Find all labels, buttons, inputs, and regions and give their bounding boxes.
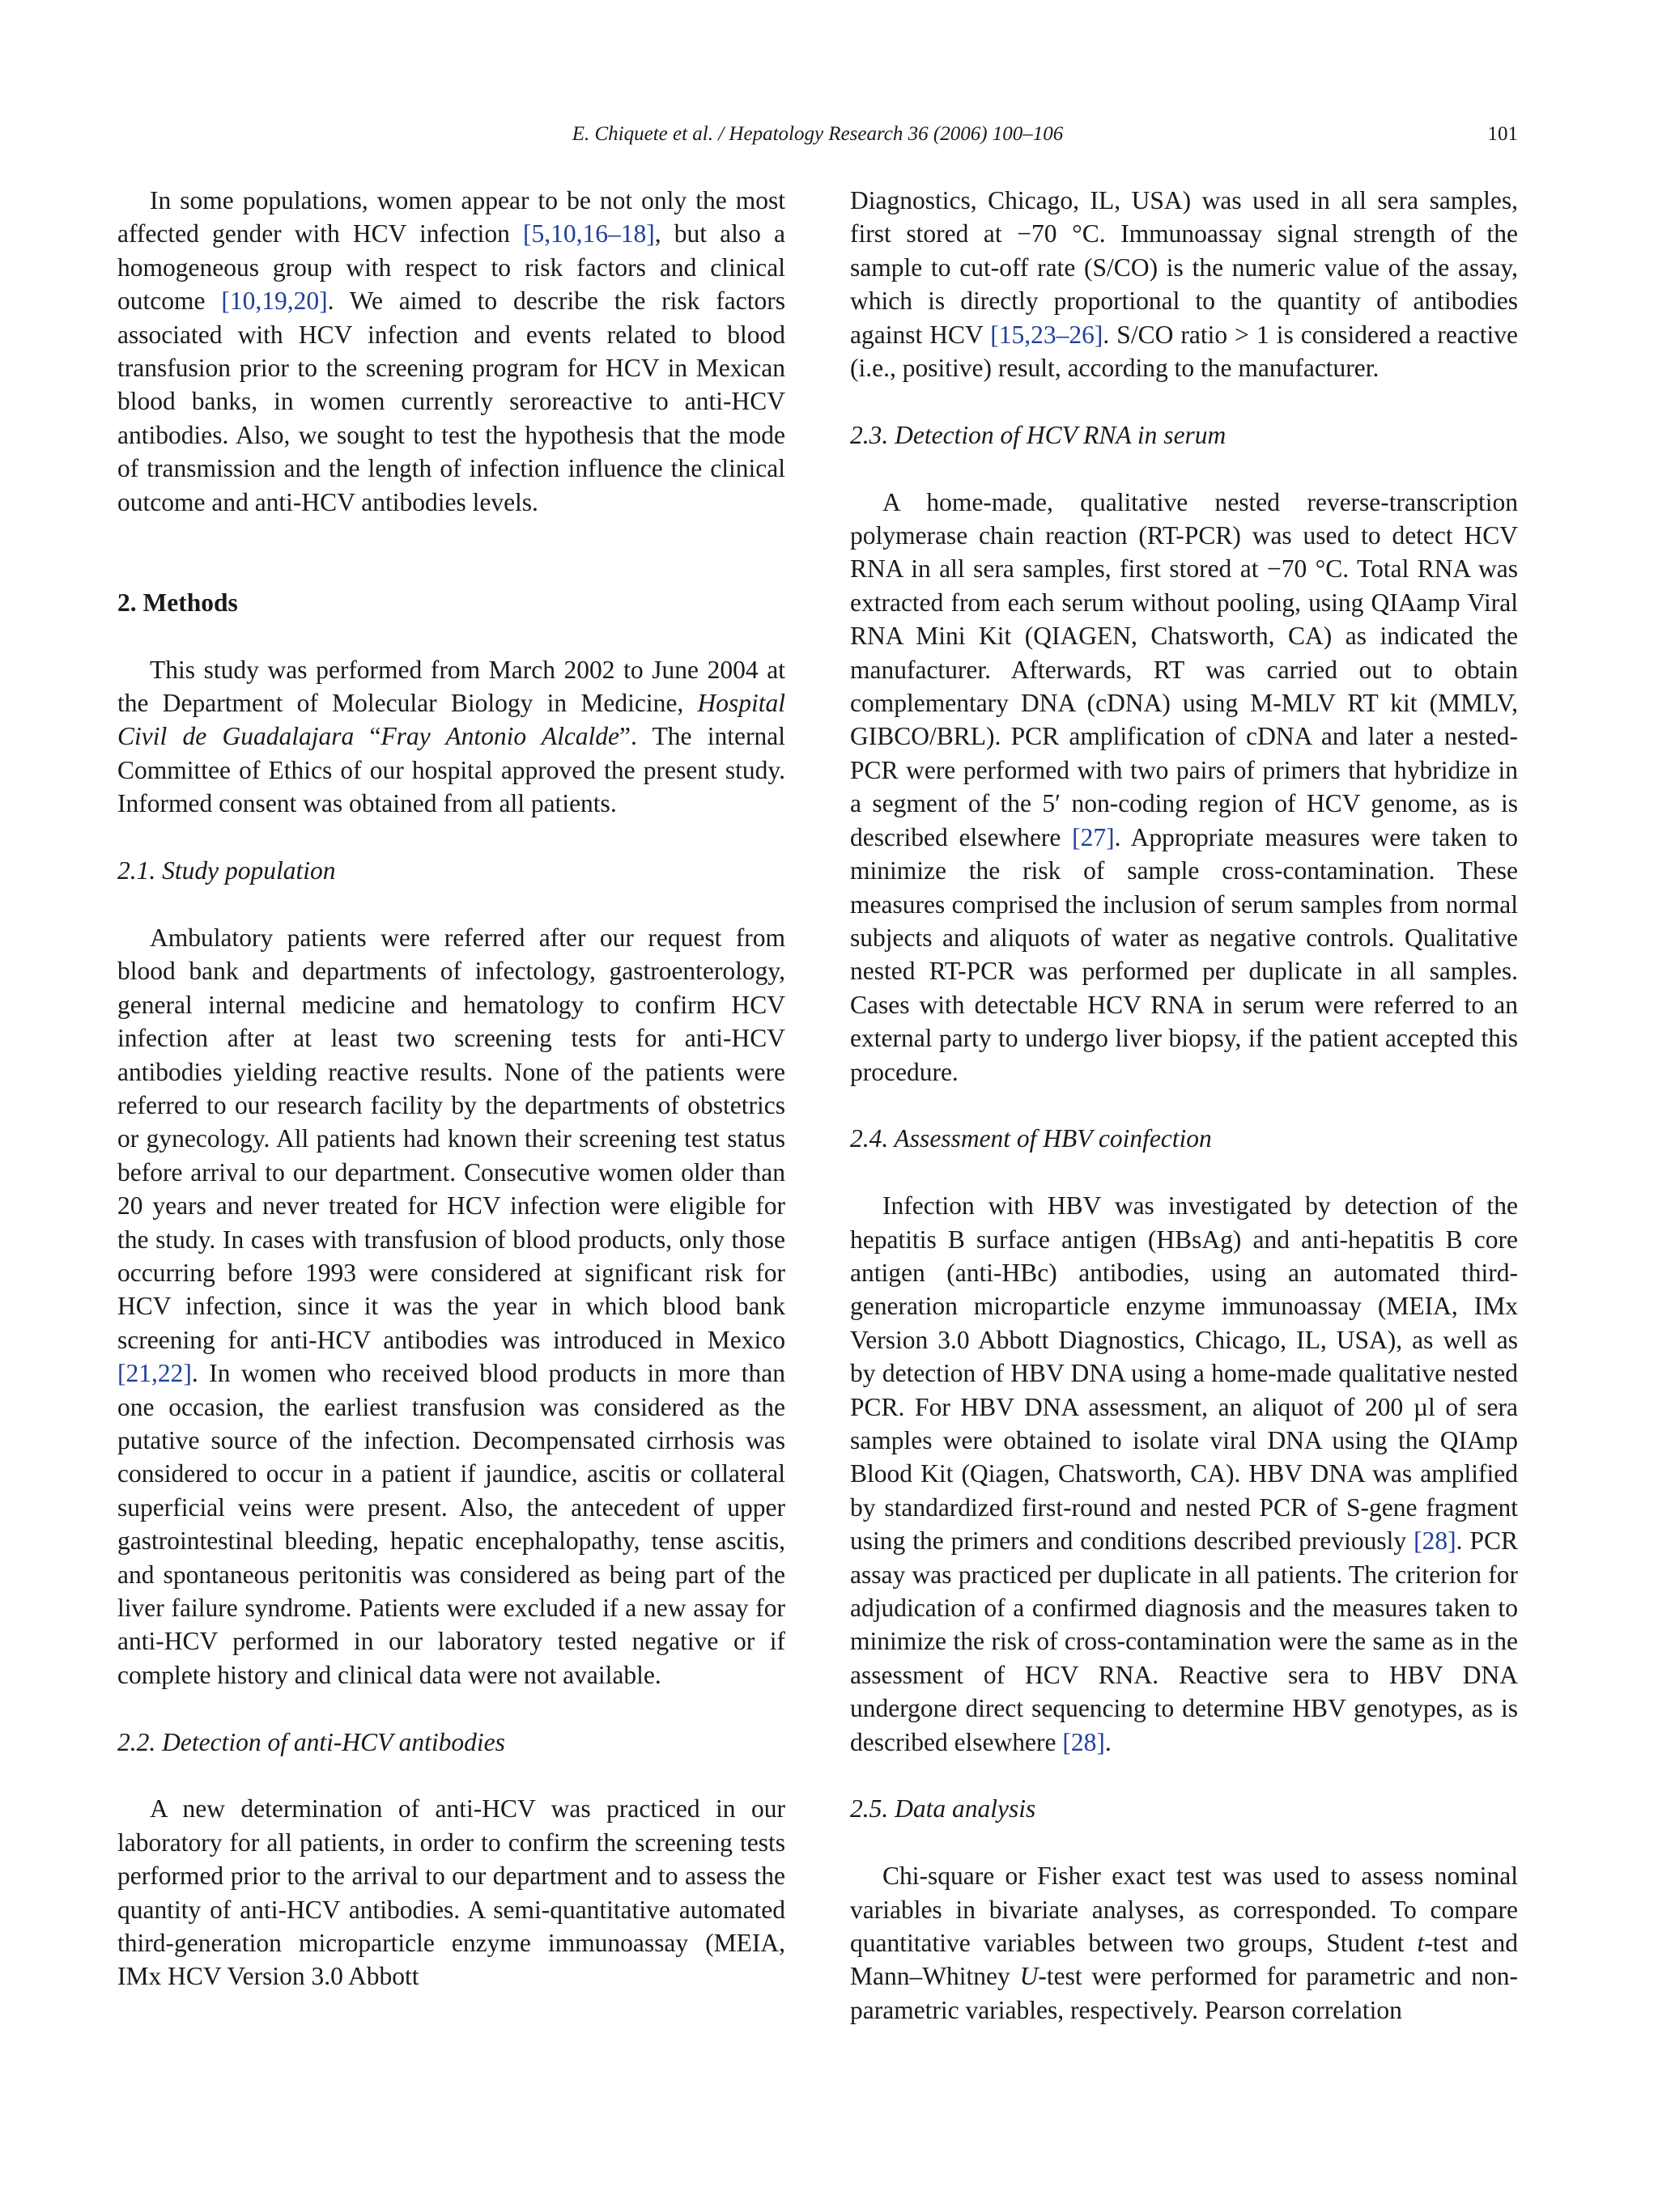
text-run: This study was performed from March 2002 to June 2004 at the Department of Molecular Biology in Medicine, [117,655,785,718]
text-run: Ambulatory patients were referred after our request from blood bank and departments of infectology, gastroenterology, general internal medicine and hematology to confirm HCV infection after at least two screening tests for anti-HCV antibodies yielding reactive results. None of the patients were referred to our research facility by the departments of obstetrics or gynecology. All patients had known their screening test status before arrival to our department. Consecutive women older than 20 years and never treated for HCV infection were eligible for the study. In cases with transfusion of blood products, only those occurring before 1993 were considered at significant risk for HCV infection, since it was the year in which blood bank screening for anti-HCV antibodies was introduced in Mexico [117,923,785,1354]
text-run: . In women who received blood products in more than one occasion, the earliest transfusion was considered as the putative source of the infection. Decompensated cirrhosis was considered to occur in a patient if jaundice, ascitis or collateral superficial veins were present. Also, the antecedent of upper gastrointestinal bleeding, hepatic encephalopathy, tense ascitis, and spontaneous peritonitis was considered as being part of the liver failure syndrome. Patients were excluded if a new assay for anti-HCV performed in our laboratory tested negative or if complete history and clinical data were not available. [117,1359,785,1689]
hbv-paragraph [850,1189,1518,1759]
text-run: , but also a homogeneous group with respect to risk factors and clinical outcome [117,219,785,316]
study-population-paragraph [117,921,785,1692]
hospital-subtitle: Fray Antonio Alcalde [380,722,620,751]
subsection-heading-anti-hcv: 2.2. Detection of anti-HCV antibodies [117,1727,505,1756]
left-column [117,184,785,1993]
hcv-rna-paragraph [850,486,1518,1089]
subsection-heading-hbv: 2.4. Assessment of HBV coinfection [850,1124,1212,1153]
text-run: A home-made, qualitative nested reverse-transcription polymerase chain reaction (RT-PCR) was used to detect HCV RNA in all sera samples, first stored at −70 °C. Total RNA was extracted from each serum without pooling, using QIAamp Viral RNA Mini Kit (QIAGEN, Chatsworth, CA) as indicated the manufacturer. Afterwards, RT was carried out to obtain complementary DNA (cDNA) using M-MLV RT kit (MMLV, GIBCO/BRL). PCR amplification of cDNA and later a nested-PCR were performed with two pairs of primers that hybridize in a segment of the 5′ non-coding region of HCV genome, as is described elsewhere [850,487,1518,851]
data-analysis-paragraph [850,1859,1518,2027]
citation-link[interactable]: [28] [1414,1526,1456,1556]
text-run: A new determination of anti-HCV was practiced in our laboratory for all patients, in order to confirm the screening tests performed prior to the arrival to our department and to assess the quantity of anti-HCV antibodies. A semi-quantitative automated third-generation microparticle enzyme immunoassay (MEIA, IMx HCV Version 3.0 Abbott [117,1794,785,1991]
text-run: . S/CO ratio > 1 is considered a reactive (i.e., positive) result, according to the manufacturer. [850,320,1518,383]
text-run: . Appropriate measures were taken to minimize the risk of sample cross-contamination. These measures comprised the inclusion of serum samples from normal subjects and aliquots of water as negative controls. Qualitative nested RT-PCR was performed per duplicate in all samples. Cases with detectable HCV RNA in serum were referred to an external party to undergo liver biopsy, if the patient accepted this procedure. [850,822,1518,1086]
hospital-name: Hospital Civil de Guadalajara [117,689,785,751]
text-run: . We aimed to describe the risk factors associated with HCV infection and events related to blood transfusion prior to the screening program for HCV in Mexican blood banks, in women currently seroreactive to anti-HCV antibodies. Also, we sought to test the hypothesis that the mode of transmission and the length of infection influence the clinical outcome and anti-HCV antibodies levels. [117,287,786,516]
anti-hcv-paragraph [117,1792,785,1993]
citation-link[interactable]: [5,10,16–18] [523,219,655,248]
t-symbol: t [1417,1929,1425,1958]
citation-link[interactable]: [28] [1062,1727,1105,1756]
text-run: “ [354,722,381,751]
journal-citation: E. Chiquete et al. / Hepatology Research 36 (2006) 100–106 [572,123,1064,145]
citation-link[interactable]: [21,22] [117,1359,192,1388]
text-run: ”. The internal Committee of Ethics of our hospital approved the present study. Informed consent was obtained from all patients. [117,722,785,818]
text-run: . [1104,1727,1112,1756]
subsection-heading-data-analysis: 2.5. Data analysis [850,1794,1036,1824]
subsection-heading-hcv-rna: 2.3. Detection of HCV RNA in serum [850,420,1226,449]
running-header [117,123,1518,155]
u-symbol: U [1019,1962,1039,1991]
intro-paragraph [117,184,785,519]
text-run: Diagnostics, Chicago, IL, USA) was used in all sera samples, first stored at −70 °C. Immunoassay signal strength of the sample to cut-off rate (S/CO) is the numeric value of the assay, which is directly proportional to the quantity of antibodies against HCV [850,186,1518,349]
text-run: . PCR assay was practiced per duplicate in all patients. The criterion for adjudication of a confirmed diagnosis and the measures taken to minimize the risk of cross-contamination were the same as in the assessment of HCV RNA. Reactive sera to HBV DNA undergone direct sequencing to determine HBV genotypes, as is described elsewhere [850,1526,1518,1756]
subsection-heading-study-population: 2.1. Study population [117,856,336,885]
text-run: Chi-square or Fisher exact test was used to assess nominal variables in bivariate analyses, as corresponded. To compare quantitative variables between two groups, Student [850,1862,1518,1958]
anti-hcv-continuation [850,184,1518,384]
text-run: In some populations, women appear to be not only the most affected gender with HCV infection [117,186,785,248]
text-run: -test were performed for parametric and non-parametric variables, respectively. Pearson correlation [850,1962,1518,2024]
citation-link[interactable]: [15,23–26] [990,320,1103,349]
methods-paragraph [117,653,785,821]
page-number: 101 [1487,123,1518,145]
section-heading-methods: 2. Methods [117,588,238,617]
text-run: Infection with HBV was investigated by detection of the hepatitis B surface antigen (HBsAg) and anti-hepatitis B core antigen (anti-HBc) antibodies, using an automated third-generation microparticle enzyme immunoassay (MEIA, IMx Version 3.0 Abbott Diagnostics, Chicago, IL, USA), as well as by detection of HBV DNA using a home-made qualitative nested PCR. For HBV DNA assessment, an aliquot of 200 µl of sera samples were obtained to isolate viral DNA using the QIAmp Blood Kit (Qiagen, Chatsworth, CA). HBV DNA was amplified by standardized first-round and nested PCR of S-gene fragment using the primers and conditions described previously [850,1191,1518,1556]
citation-link[interactable]: [10,19,20] [221,287,328,316]
citation-link[interactable]: [27] [1072,822,1115,851]
right-column [850,184,1518,2027]
text-run: -test and Mann–Whitney [850,1929,1519,1991]
